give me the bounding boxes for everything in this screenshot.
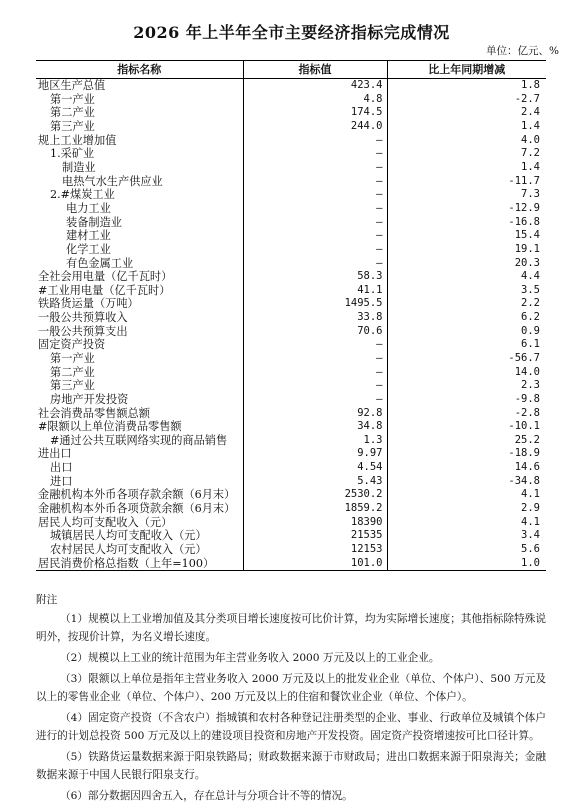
- table-row: [36, 161, 546, 175]
- yoy-change-cell: 1.8: [387, 79, 546, 93]
- indicator-name-cell: 铁路货运量（万吨）: [38, 297, 139, 311]
- indicator-value-cell: 5.43: [243, 475, 387, 489]
- yoy-change-cell: 4.1: [387, 488, 546, 502]
- indicator-value-cell: 4.8: [243, 93, 387, 107]
- indicator-name-cell: 第一产业: [50, 351, 95, 365]
- yoy-change-cell: -2.7: [387, 93, 546, 107]
- indicator-name-cell: #工业用电量（亿千瓦时）: [38, 283, 171, 297]
- indicator-name-cell: 第二产业: [50, 106, 95, 120]
- indicator-name-cell: 全社会用电量（亿千瓦时）: [38, 270, 173, 284]
- page-title: 2026 年上半年全市主要经济指标完成情况: [133, 23, 450, 42]
- table-row: [36, 256, 546, 270]
- indicator-value-cell: 70.6: [243, 325, 387, 339]
- indicator-name-cell: 第三产业: [50, 379, 95, 393]
- table-row: [36, 461, 546, 475]
- table-row: [36, 188, 546, 202]
- indicator-value-cell: 41.1: [243, 284, 387, 298]
- notes-section: [36, 591, 546, 808]
- indicator-value-cell: —: [243, 338, 387, 352]
- indicator-value-cell: —: [243, 229, 387, 243]
- indicator-name-cell: 进口: [50, 474, 73, 488]
- table-row: [36, 243, 546, 257]
- yoy-change-cell: -12.9: [387, 202, 546, 216]
- yoy-change-cell: 6.1: [387, 338, 546, 352]
- yoy-change-cell: 6.2: [387, 311, 546, 325]
- note-item: （5）铁路货运量数据来源于阳泉铁路局；财政数据来源于市财政局；进出口数据来源于阳泉海关；金融数据来源于中国人民银行阳泉支行。: [36, 751, 546, 781]
- yoy-change-cell: -11.7: [387, 174, 546, 188]
- header-yoy-change: 比上年同期增减: [387, 61, 546, 79]
- table-row: [36, 529, 546, 543]
- table-row: [36, 352, 546, 366]
- yoy-change-cell: -10.1: [387, 420, 546, 434]
- table-row: [36, 543, 546, 557]
- indicator-value-cell: —: [243, 352, 387, 366]
- indicator-value-cell: 1495.5: [243, 297, 387, 311]
- yoy-change-cell: 0.9: [387, 325, 546, 339]
- indicator-value-cell: 1859.2: [243, 502, 387, 516]
- table-row: [36, 379, 546, 393]
- table-row: [36, 434, 546, 448]
- indicator-value-cell: —: [243, 134, 387, 148]
- yoy-change-cell: -2.8: [387, 406, 546, 420]
- table-row: [36, 556, 546, 570]
- indicator-value-cell: —: [243, 147, 387, 161]
- indicator-name-cell: 一般公共预算支出: [38, 324, 128, 338]
- note-item: （1）规模以上工业增加值及其分类项目增长速度按可比价计算，均为实际增长速度；其他指标除特殊说明外，按现价计算，为名义增长速度。: [36, 613, 546, 643]
- indicator-value-cell: —: [243, 256, 387, 270]
- indicator-value-cell: 33.8: [243, 311, 387, 325]
- indicator-name-cell: 装备制造业: [66, 215, 122, 229]
- indicator-name-cell: 有色金属工业: [66, 256, 134, 270]
- indicator-name-cell: 房地产开发投资: [50, 392, 129, 406]
- yoy-change-cell: 4.1: [387, 516, 546, 530]
- yoy-change-cell: 2.4: [387, 106, 546, 120]
- indicator-value-cell: 12153: [243, 543, 387, 557]
- table-row: [36, 134, 546, 148]
- table-row: [36, 502, 546, 516]
- table-row: [36, 393, 546, 407]
- yoy-change-cell: 7.3: [387, 188, 546, 202]
- yoy-change-cell: 2.2: [387, 297, 546, 311]
- table-row: [36, 365, 546, 379]
- indicator-name-cell: #通过公共互联网络实现的商品销售: [50, 433, 228, 447]
- table-row: [36, 488, 546, 502]
- indicator-value-cell: —: [243, 188, 387, 202]
- indicator-name-cell: 金融机构本外币各项贷款余额（6月末）: [38, 502, 236, 516]
- yoy-change-cell: 5.6: [387, 543, 546, 557]
- note-item: （6）部分数据因四舍五入，存在总计与分项合计不等的情况。: [60, 790, 353, 802]
- table-row: [36, 147, 546, 161]
- indicator-name-cell: 2.#煤炭工业: [50, 188, 115, 202]
- yoy-change-cell: 15.4: [387, 229, 546, 243]
- table-row: [36, 93, 546, 107]
- indicator-name-cell: 第一产业: [50, 92, 95, 106]
- table-row: [36, 516, 546, 530]
- note-item: （3）限额以上单位是指年主营业务收入 2000 万元及以上的批发业企业（单位、个体户）、500 万元及以上的零售业企业（单位、个体户）、200 万元及以上的住宿和餐饮业企业（单位、个体户）。: [36, 673, 546, 703]
- table-header-row: [36, 61, 546, 79]
- table-row: [36, 447, 546, 461]
- indicator-name-cell: 规上工业增加值: [38, 133, 117, 147]
- indicator-value-cell: —: [243, 215, 387, 229]
- indicator-name-cell: 居民人均可支配收入（元）: [38, 515, 173, 529]
- indicator-name-cell: 建材工业: [66, 229, 111, 243]
- indicator-value-cell: 174.5: [243, 106, 387, 120]
- yoy-change-cell: 14.6: [387, 461, 546, 475]
- table-row: [36, 311, 546, 325]
- yoy-change-cell: -56.7: [387, 352, 546, 366]
- indicator-name-cell: 电力工业: [66, 201, 111, 215]
- yoy-change-cell: 2.3: [387, 379, 546, 393]
- table-row: [36, 120, 546, 134]
- yoy-change-cell: -9.8: [387, 393, 546, 407]
- indicator-value-cell: 92.8: [243, 406, 387, 420]
- notes-heading: 附注: [36, 594, 58, 606]
- yoy-change-cell: 7.2: [387, 147, 546, 161]
- header-indicator-name: 指标名称: [36, 61, 243, 79]
- indicator-name-cell: 社会消费品零售额总额: [38, 406, 150, 420]
- indicator-name-cell: 第三产业: [50, 120, 95, 134]
- indicator-name-cell: 金融机构本外币各项存款余额（6月末）: [38, 488, 236, 502]
- indicator-value-cell: 4.54: [243, 461, 387, 475]
- table-row: [36, 202, 546, 216]
- yoy-change-cell: 25.2: [387, 434, 546, 448]
- table-row: [36, 297, 546, 311]
- indicator-value-cell: 58.3: [243, 270, 387, 284]
- indicator-name-cell: 进出口: [38, 447, 72, 461]
- table-row: [36, 174, 546, 188]
- indicator-name-cell: #限额以上单位消费品零售额: [38, 420, 182, 434]
- indicator-value-cell: —: [243, 379, 387, 393]
- table-row: [36, 420, 546, 434]
- indicator-value-cell: —: [243, 161, 387, 175]
- yoy-change-cell: 3.5: [387, 284, 546, 298]
- yoy-change-cell: -18.9: [387, 447, 546, 461]
- table-row: [36, 338, 546, 352]
- table-row: [36, 325, 546, 339]
- yoy-change-cell: -16.8: [387, 215, 546, 229]
- table-row: [36, 475, 546, 489]
- indicator-name-cell: 1.采矿业: [50, 147, 95, 161]
- indicator-name-cell: 居民消费价格总指数（上年=100）: [36, 556, 243, 570]
- indicator-value-cell: —: [243, 243, 387, 257]
- yoy-change-cell: 1.0: [387, 556, 546, 570]
- yoy-change-cell: 4.4: [387, 270, 546, 284]
- indicator-value-cell: —: [243, 202, 387, 216]
- indicator-name-cell: 第二产业: [50, 365, 95, 379]
- indicator-name-cell: 化学工业: [66, 242, 111, 256]
- indicator-name-cell: 农村居民人均可支配收入（元）: [50, 542, 207, 556]
- indicator-name-cell: 固定资产投资: [38, 338, 106, 352]
- indicator-value-cell: 18390: [243, 516, 387, 530]
- indicator-value-cell: —: [243, 174, 387, 188]
- indicator-value-cell: 1.3: [243, 434, 387, 448]
- indicator-name-cell: 地区生产总值: [38, 79, 106, 93]
- indicator-value-cell: —: [243, 365, 387, 379]
- table-row: [36, 284, 546, 298]
- unit-label: 单位：亿元、%: [486, 45, 559, 57]
- yoy-change-cell: 4.0: [387, 134, 546, 148]
- indicator-value-cell: 9.97: [243, 447, 387, 461]
- yoy-change-cell: -34.8: [387, 475, 546, 489]
- indicator-value-cell: 2530.2: [243, 488, 387, 502]
- yoy-change-cell: 3.4: [387, 529, 546, 543]
- yoy-change-cell: 1.4: [387, 120, 546, 134]
- indicator-name-cell: 电热气水生产供应业: [62, 174, 163, 188]
- header-indicator-value: 指标值: [243, 61, 387, 79]
- indicator-name-cell: 城镇居民人均可支配收入（元）: [50, 529, 207, 543]
- indicator-name-cell: 出口: [50, 461, 73, 475]
- indicator-value-cell: —: [243, 393, 387, 407]
- indicator-table: [36, 60, 546, 571]
- note-item: （4）固定资产投资（不含农户）指城镇和农村各种登记注册类型的企业、事业、行政单位及城镇个体户进行的计划总投资 500 万元及以上的建设项目投资和房地产开发投资。固定资产投资增速按可比口径计算。: [36, 712, 546, 742]
- indicator-value-cell: 101.0: [243, 556, 387, 570]
- indicator-value-cell: 244.0: [243, 120, 387, 134]
- indicator-name-cell: 一般公共预算收入: [38, 311, 128, 325]
- note-item: （2）规模以上工业的统计范围为年主营业务收入 2000 万元及以上的工业企业。: [60, 652, 440, 664]
- table-row: [36, 270, 546, 284]
- table-row: [36, 215, 546, 229]
- table-row: [36, 229, 546, 243]
- yoy-change-cell: 1.4: [387, 161, 546, 175]
- indicator-value-cell: 21535: [243, 529, 387, 543]
- table-row: [36, 406, 546, 420]
- table-body: [36, 79, 546, 571]
- table-row: [36, 106, 546, 120]
- yoy-change-cell: 19.1: [387, 243, 546, 257]
- yoy-change-cell: 2.9: [387, 502, 546, 516]
- yoy-change-cell: 14.0: [387, 365, 546, 379]
- table-row: [36, 79, 546, 93]
- indicator-value-cell: 34.8: [243, 420, 387, 434]
- indicator-name-cell: 制造业: [62, 161, 96, 175]
- yoy-change-cell: 20.3: [387, 256, 546, 270]
- indicator-value-cell: 423.4: [243, 79, 387, 93]
